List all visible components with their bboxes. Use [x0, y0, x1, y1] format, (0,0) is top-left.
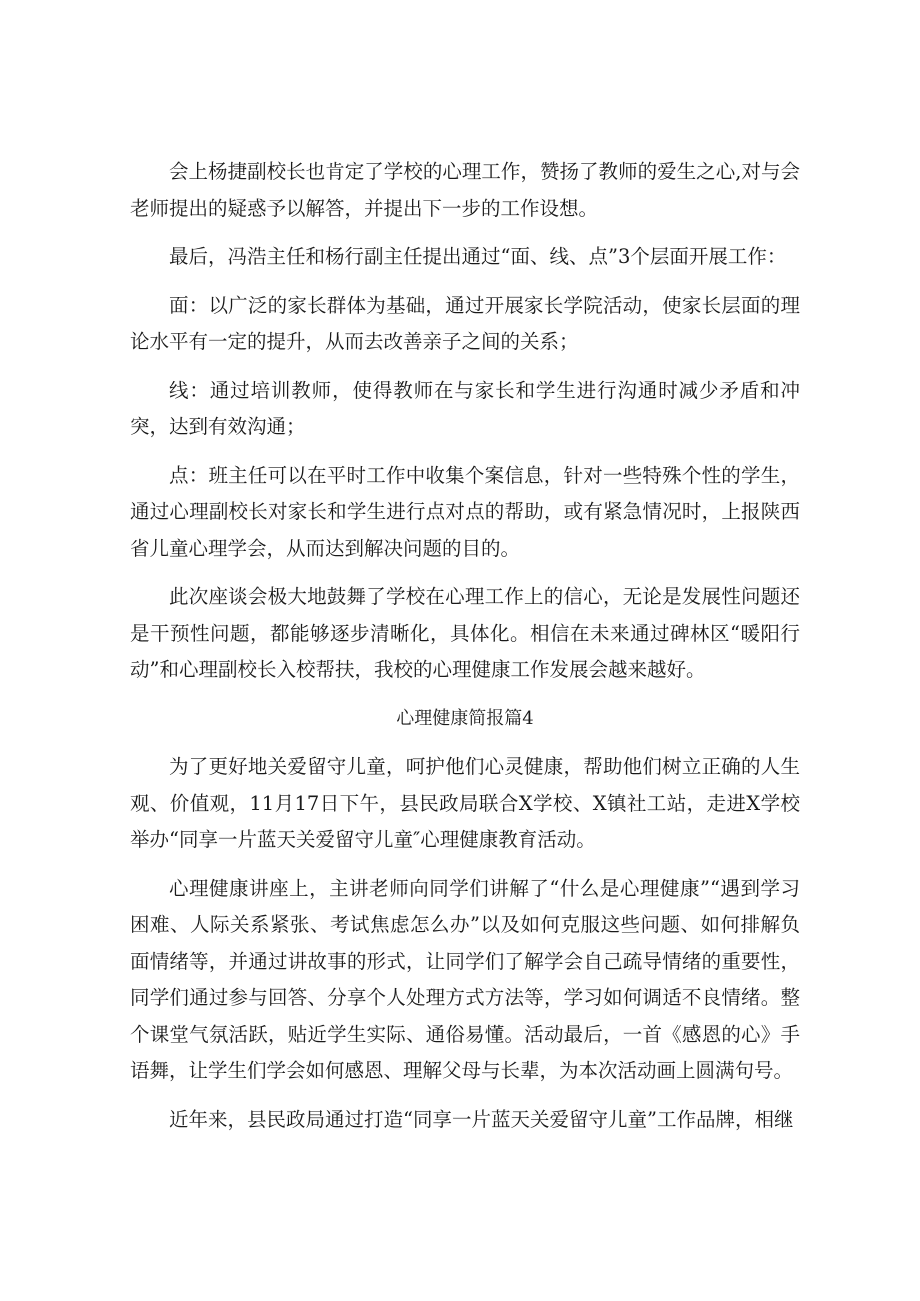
paragraph-three-levels-intro: 最后，冯浩主任和杨行副主任提出通过“面、线、点”3个层面开展工作： — [169, 245, 787, 268]
paragraph-recent-years: 近年来，县民政局通过打造“同享一片蓝天关爱留守儿童”工作品牌，相继 — [169, 1107, 794, 1131]
section-heading: 心理健康简报篇4 — [396, 707, 534, 729]
paragraph-level-surface: 面：以广泛的家长群体为基础，通过开展家长学院活动，使家长层面的理论水平有一定的提升，从而去改善亲子之间的关系； — [130, 293, 800, 353]
paragraph-event-intro: 为了更好地关爱留守儿童，呵护他们心灵健康，帮助他们树立正确的人生观、价值观，11月17日下午，县民政局联合X学校、X镇社工站，走进X学校举办“同享一片蓝天关爱留守儿童″心理健康教育活动。 — [130, 755, 800, 851]
document-body — [130, 154, 800, 1150]
paragraph-vice-principal-remarks: 会上杨捷副校长也肯定了学校的心理工作，赞扬了教师的爱生之心,对与会老师提出的疑惑予以解答，并提出下一步的工作设想。 — [130, 160, 800, 220]
paragraph-lecture-details: 心理健康讲座上，主讲老师向同学们讲解了“什么是心理健康”“遇到学习困难、人际关系紧张、考试焦虑怎么办”以及如何克服这些问题、如何排解负面情绪等，并通过讲故事的形式，让同学们了解学会自己疏导情绪的重要性，同学们通过参与回答、分享个人处理方式方法等，学习如何调适不良情绪。整个课堂气氛活跃，贴近学生实际、通俗易懂。活动最后，一首《感恩的心》手语舞，让学生们学会如何感恩、理解父母与长辈，为本次活动画上圆满句号。 — [130, 876, 800, 1082]
paragraph-level-line: 线：通过培训教师，使得教师在与家长和学生进行沟通时减少矛盾和冲突，达到有效沟通； — [130, 378, 800, 438]
paragraph-conclusion: 此次座谈会极大地鼓舞了学校在心理工作上的信心，无论是发展性问题还是干预性问题，都能够逐步清晰化，具体化。相信在未来通过碑林区“暖阳行动”和心理副校长入校帮扶，我校的心理健康工作发展会越来越好。 — [130, 585, 800, 681]
paragraph-level-point: 点：班主任可以在平时工作中收集个案信息，针对一些特殊个性的学生，通过心理副校长对家长和学生进行点对点的帮助，或有紧急情况时，上报陕西省儿童心理学会，从而达到解决问题的目的。 — [130, 463, 800, 560]
